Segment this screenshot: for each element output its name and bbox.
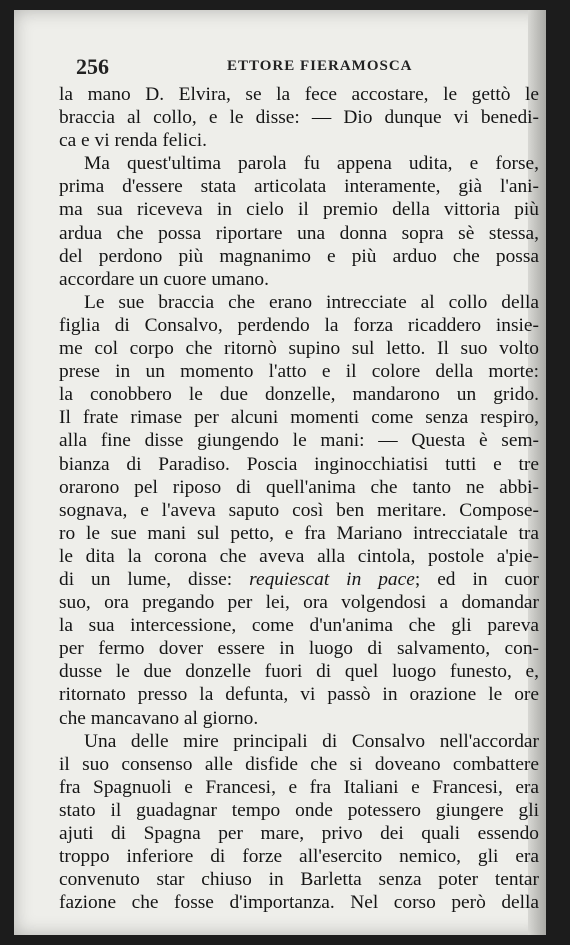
text-line-content: bianza di Paradiso. Poscia inginocchiatisi tutti e tre [59,453,539,475]
text-line-content: ro le sue mani sul petto, e fra Mariano intrecciatale tra [59,522,539,544]
text-line-content: il suo consenso alle disfide che si doveano combattere [59,753,539,775]
text-line-content: me col corpo che ritornò supino sul letto. Il suo volto [59,338,539,360]
text-line-content: ritornato presso la defunta, vi passò in orazione le ore [59,684,539,706]
text-line [59,453,539,476]
text-line [59,822,539,845]
running-title: ETTORE FIERAMOSCA [227,58,413,74]
text-line [59,383,539,406]
body-text [59,83,539,914]
text-line-content: per fermo dover essere in luogo di salvamento, con- [59,638,539,660]
text-line [59,707,539,730]
text-line [59,476,539,499]
text-line [59,152,539,175]
text-line-content: la sua intercessione, come d'un'anima che gli pareva [59,615,539,637]
text-line [59,360,539,383]
text-line [59,268,539,291]
text-line [59,568,539,591]
text-line-content: la mano D. Elvira, se la fece accostare, le gettò le [59,84,539,105]
text-line-content: accordare un cuore umano. [59,268,269,290]
text-line [59,637,539,660]
text-line-content: prima d'essere stata articolata interamente, già l'ani- [59,176,539,198]
text-line-content: orarono pel riposo di quell'anima che tanto ne abbi- [59,476,539,498]
text-line [59,175,539,198]
text-line [59,683,539,706]
text-line-content: le dita la corona che aveva alla cintola, postole a'pie- [59,545,539,567]
text-line-content: ardua che possa riportare una donna sopra sè stessa, [59,222,539,244]
text-line [59,314,539,337]
text-line-content: figlia di Consalvo, perdendo la forza ricaddero insie- [59,314,539,336]
text-line-content: stato il guadagnar tempo onde potessero giungere gli [59,799,539,821]
text-line [59,337,539,360]
text-line [59,545,539,568]
text-line-content: ma sua riceveva in cielo il premio della vittoria più [59,199,539,221]
text-line [59,614,539,637]
text-line [59,222,539,245]
text-line [59,198,539,221]
text-line-content: troppo inferiore di forze all'esercito nemico, gli era [59,846,539,868]
text-line [59,868,539,891]
text-line-content: Ma quest'ultima parola fu appena udita, e forse, [84,153,539,175]
text-line [59,591,539,614]
text-line-content: di un lume, disse: [59,568,250,590]
text-line-content: braccia al collo, e le disse: — Dio dunque vi benedi- [59,107,539,129]
text-line-content: Il frate rimase per alcuni momenti come senza respiro, [59,407,539,429]
text-line [59,753,539,776]
page-number: 256 [76,54,109,79]
text-line-content: la conobbero le due donzelle, mandarono un grido. [59,384,539,406]
text-line [59,291,539,314]
text-line [59,660,539,683]
text-line-content: dusse le due donzelle fuori di quel luogo funesto, e, [59,661,539,683]
text-line-content: ajuti di Spagna per mare, privo dei quali essendo [59,823,539,844]
text-line-continuation: ; ed in cuor [414,568,539,590]
text-line [59,106,539,129]
italic-phrase: requiescat in pace [249,568,415,590]
text-line [59,799,539,822]
page-header [62,46,532,79]
text-line-content: Una delle mire principali di Consalvo nell'accordar [84,730,539,752]
text-line-content: fra Spagnuoli e Francesi, e fra Italiani e Francesi, era [59,776,539,798]
text-line-content: sognava, e l'aveva saputo così ben meritare. Compose- [59,499,539,521]
text-line-content: fazione che fosse d'importanza. Nel corso però della [59,892,539,914]
text-line [59,429,539,452]
text-line-content: prese in un momento l'atto e il colore della morte: [59,361,539,383]
text-line [59,83,539,106]
book-page [14,10,546,935]
text-line-content: convenuto star chiuso in Barletta senza poter tentar [59,869,539,891]
text-line [59,522,539,545]
text-line-content: che mancavano al giorno. [59,707,259,729]
text-line-content: del perdono più magnanimo e più arduo che possa [59,245,539,267]
text-line-content: Le sue braccia che erano intrecciate al collo della [84,291,539,313]
text-line [59,845,539,868]
text-line-content: suo, ora pregando per lei, ora volgendosi a domandar [59,592,539,614]
text-line [59,406,539,429]
text-line [59,730,539,753]
text-line-content: ca e vi renda felici. [59,130,208,152]
text-line [59,129,539,152]
text-line [59,891,539,914]
text-line [59,245,539,268]
text-line-content: alla fine disse giungendo le mani: — Questa è sem- [59,430,539,452]
text-line [59,776,539,799]
text-line [59,499,539,522]
